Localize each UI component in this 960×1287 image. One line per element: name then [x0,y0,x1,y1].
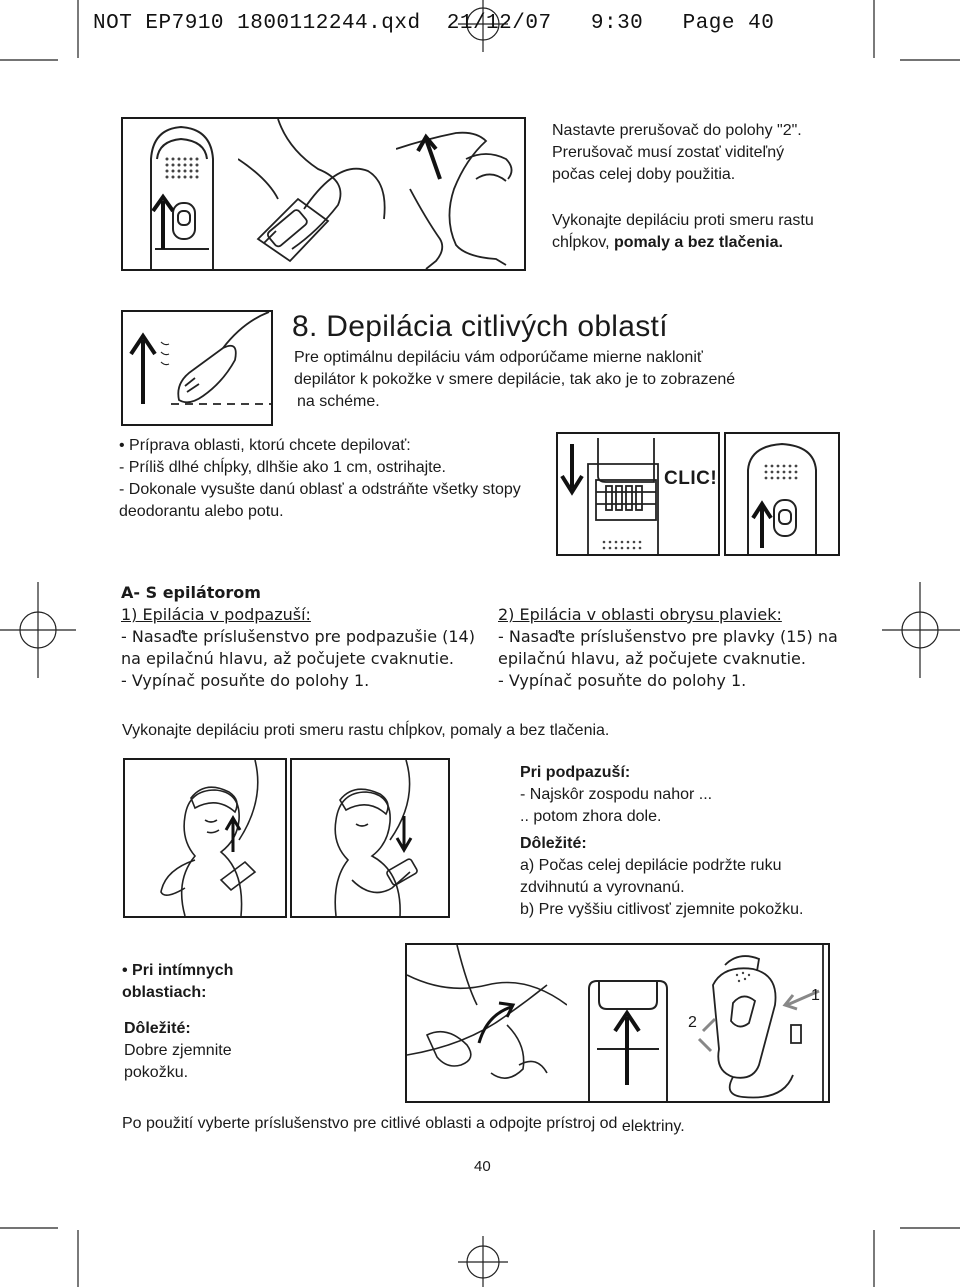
footer-note [122,1113,685,1135]
page-number: 40 [474,1158,491,1175]
preparation-line: - Dokonale vysušte danú oblasť a odstráňte všetky stopy [119,481,521,498]
preparation-text [119,435,521,523]
epilator-switch-drawing [123,119,239,269]
footer-note-tail: elektriny. [621,1118,685,1135]
armpit-important [520,833,803,921]
section8-text [294,347,735,413]
intimate-important [124,1018,232,1084]
step7-text [552,120,802,186]
fig-label-two: 2 [688,1014,697,1031]
intimate-important-line: Dobre zjemnite [124,1042,232,1059]
direction-note: Vykonajte depiláciu proti smeru rastu chĺpkov, pomaly a bez tlačenia. [122,722,610,739]
battery-epilator-drawing [683,945,828,1101]
armpit-step: - Nasaďte príslušenstvo pre podpazušie (14) [121,627,475,646]
head-attachment-drawing [558,434,718,554]
armpit-step: na epilačnú hlavu, až počujete cvaknutie. [121,649,454,668]
bikini-step: epilačnú hlavu, až počujete cvaknutie. [498,649,806,668]
figure-hand-epilating [238,117,398,271]
step7-direction [552,210,814,254]
footer-note-main: Po použití vyberte príslušenstvo pre citlivé oblasti a odpojte prístroj od [122,1115,622,1132]
sectionA-col1 [121,604,475,692]
step7-line: Nastavte prerušovač do polohy "2". [552,122,802,139]
preparation-line: - Príliš dlhé chĺpky, dlhšie ako 1 cm, ostrihajte. [119,459,446,476]
armpit-instructions [520,762,712,828]
figure-tilted-epilator [121,310,273,426]
figure-head-attachment [556,432,720,556]
step7-direction-line2 [552,232,814,254]
figure-armpit-upward [123,758,287,918]
intimate-important-heading: Dôležité: [124,1020,191,1037]
intimate-heading-line1: • Pri intímnych [122,962,234,979]
figure-epilator-switch [121,117,241,271]
bikini-area-drawing [407,945,567,1101]
step7-bold-text: pomaly a bez tlačenia. [613,234,783,251]
step7-line: Prerušovač musí zostať viditeľný [552,144,785,161]
sectionA-col2 [498,604,838,692]
armpit-downward-drawing [292,760,448,916]
armpit-instr-line: - Najskôr zospodu nahor ... [520,786,713,803]
armpit-important-line: zdvihnutú a vyrovnanú. [520,879,685,896]
switch-position-drawing [726,434,838,554]
armpit-important-heading: Dôležité: [520,835,587,852]
section8-line: depilátor k pokožke v smere depilácie, tak ako je to zobrazené [294,371,736,388]
sectionA-title: A- S epilátorom [121,583,261,602]
figure-legs [396,117,526,271]
preparation-line: deodorantu alebo potu. [119,503,284,520]
tilted-epilator-drawing [123,312,271,424]
bikini-step: - Nasaďte príslušenstvo pre plavky (15) na [498,627,838,646]
armpit-important-line: a) Počas celej depilácie podržte ruku [520,857,782,874]
section8-line: Pre optimálnu depiláciu vám odporúčame mierne nakloniť [294,349,703,366]
step7-line: počas celej doby použitia. [552,166,736,183]
bikini-heading: 2) Epilácia v oblasti obrysu plaviek: [498,605,782,624]
figure-bikini-area [405,943,569,1103]
intimate-important-line: pokožku. [124,1064,189,1081]
armpit-heading: 1) Epilácia v podpazuší: [121,605,311,624]
figure-battery-epilator [683,943,830,1103]
bikini-attachment-drawing [567,945,683,1101]
intimate-heading [122,960,233,1004]
armpit-step: - Vypínač posuňte do polohy 1. [121,671,370,690]
armpit-important-line: b) Pre vyššiu citlivosť zjemnite pokožku. [520,901,804,918]
step7-direction-line: Vykonajte depiláciu proti smeru rastu [552,212,814,229]
hand-epilating-drawing [238,119,396,269]
clic-label: CLIC! [664,468,718,489]
figure-armpit-downward [290,758,450,918]
step7-normal-text: chĺpkov, [552,234,614,251]
section8-title: 8. Depilácia citlivých oblastí [292,310,668,343]
figure-switch-position [724,432,840,556]
armpit-upward-drawing [125,760,285,916]
fig-label-one: 1 [811,987,820,1004]
legs-drawing [396,119,524,269]
print-slug-header: NOT EP7910 1800112244.qxd 21/12/07 9:30 Page 40 [93,12,775,35]
intimate-heading-line2: oblastiach: [122,984,207,1001]
armpit-instr-heading: Pri podpazuší: [520,764,631,781]
section8-line: na schéme. [297,393,380,410]
armpit-instr-line: .. potom zhora dole. [520,808,662,825]
figure-bikini-attachment [567,943,685,1103]
preparation-line: • Príprava oblasti, ktorú chcete depilovať: [119,437,411,454]
bikini-step: - Vypínač posuňte do polohy 1. [498,671,747,690]
